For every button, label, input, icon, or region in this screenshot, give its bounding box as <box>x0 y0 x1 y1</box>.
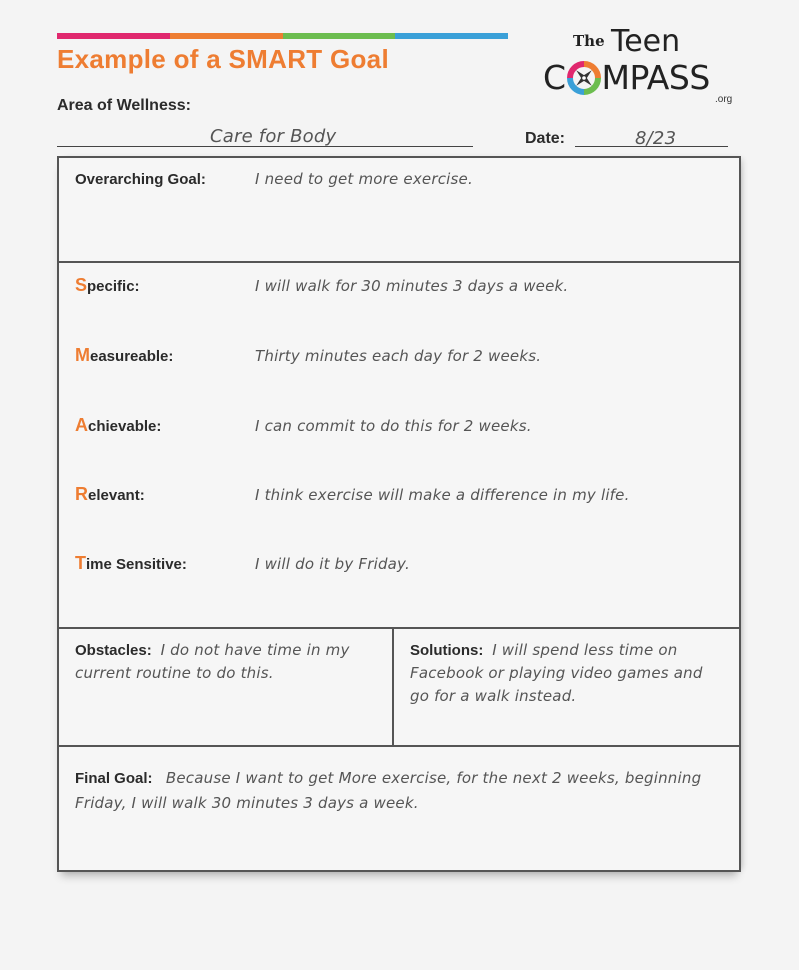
smart-row-measureable <box>75 345 723 366</box>
compass-icon <box>567 61 601 95</box>
final-goal-field[interactable]: Because I want to get More exercise, for the next 2 weeks, beginning Friday, I will walk 30 minutes 3 days a week. <box>75 769 702 812</box>
smart-row-specific <box>75 275 723 296</box>
area-of-wellness-line <box>57 146 473 147</box>
date-field[interactable]: 8/23 <box>635 128 677 149</box>
smart-row-relevant <box>75 484 723 505</box>
color-bar <box>57 33 508 39</box>
overarching-goal-row <box>75 170 723 188</box>
specific-field[interactable]: I will walk for 30 minutes 3 days a week. <box>255 277 569 295</box>
solutions-field[interactable]: I will spend less time on Facebook or playing video games and go for a walk instead. <box>410 641 703 705</box>
obstacles-solutions-section <box>59 629 739 747</box>
smart-row-time-sensitive <box>75 553 723 574</box>
relevant-field[interactable]: I think exercise will make a difference in my life. <box>255 486 630 504</box>
smart-goal-form <box>57 156 741 872</box>
date-line <box>575 146 728 147</box>
obstacles-cell <box>59 629 394 745</box>
color-bar-pink <box>57 33 170 39</box>
area-of-wellness-label: Area of Wellness: <box>57 97 191 114</box>
area-of-wellness-field[interactable]: Care for Body <box>210 126 337 147</box>
date-label: Date: <box>525 130 566 147</box>
obstacles-label: Obstacles: <box>75 642 152 659</box>
achievable-label: Achievable: <box>75 415 162 435</box>
logo-mpass: MPASS <box>601 58 710 97</box>
solutions-cell <box>394 629 739 745</box>
overarching-goal-section <box>59 158 739 263</box>
final-goal-label: Final Goal: <box>75 770 153 787</box>
final-goal-section <box>59 747 739 870</box>
logo-c: C <box>543 58 566 97</box>
logo-the: The <box>573 32 605 50</box>
color-bar-blue <box>395 33 508 39</box>
obstacles-field[interactable]: I do not have time in my current routine to do this. <box>75 641 350 682</box>
measureable-label: Measureable: <box>75 345 174 365</box>
smart-row-achievable <box>75 415 723 436</box>
color-bar-green <box>283 33 396 39</box>
teen-compass-logo <box>543 24 743 110</box>
time-sensitive-label: Time Sensitive: <box>75 553 187 573</box>
logo-teen: Teen <box>611 24 681 59</box>
logo-org: .org <box>715 94 733 105</box>
final-goal-row <box>75 766 723 816</box>
overarching-goal-field[interactable]: I need to get more exercise. <box>255 170 473 188</box>
smart-section <box>59 263 739 629</box>
time-sensitive-field[interactable]: I will do it by Friday. <box>255 555 410 573</box>
achievable-field[interactable]: I can commit to do this for 2 weeks. <box>255 417 532 435</box>
logo-compass <box>543 58 710 97</box>
page-title: Example of a SMART Goal <box>57 44 389 74</box>
specific-label: Specific: <box>75 275 140 295</box>
relevant-label: Relevant: <box>75 484 145 504</box>
solutions-label: Solutions: <box>410 642 484 659</box>
overarching-goal-label: Overarching Goal: <box>75 171 206 188</box>
measureable-field[interactable]: Thirty minutes each day for 2 weeks. <box>255 347 542 365</box>
color-bar-orange <box>170 33 283 39</box>
